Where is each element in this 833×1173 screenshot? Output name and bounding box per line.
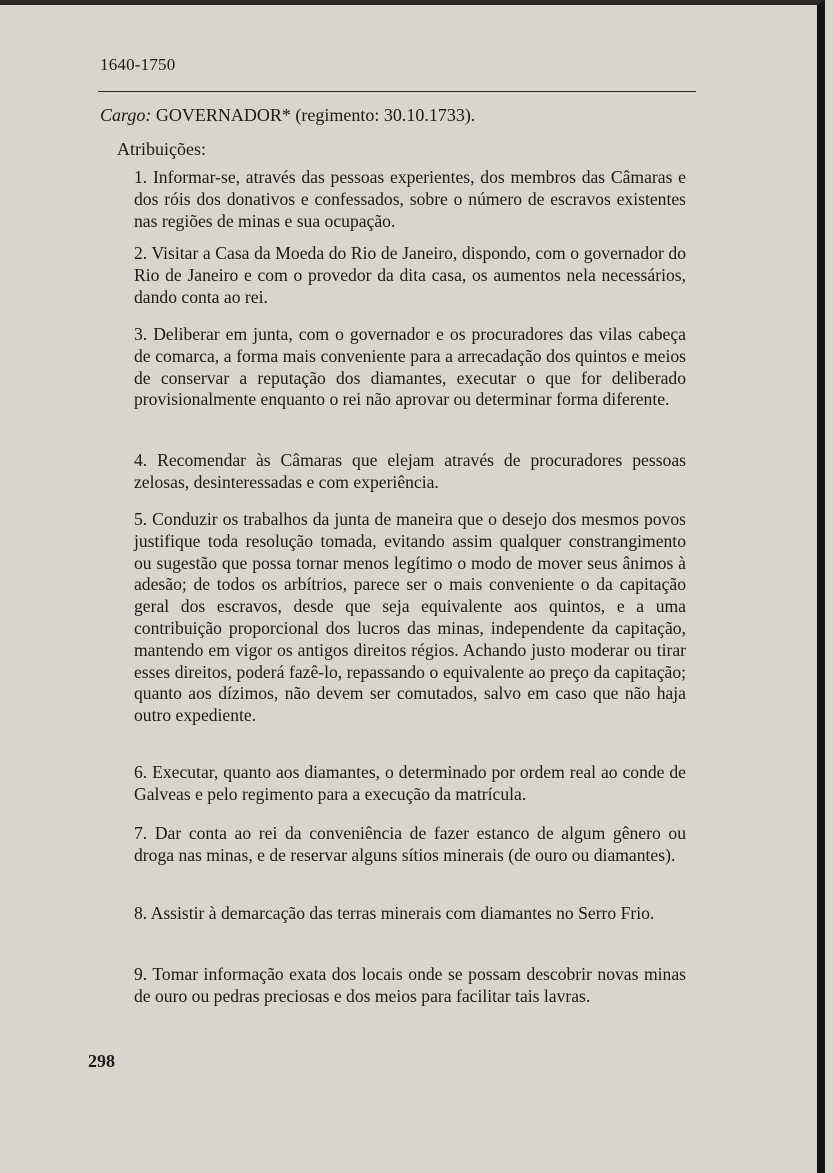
attribution-item-1: 1. Informar-se, através das pessoas experientes, dos membros das Câmaras e dos róis dos donativos e confessados, sobre o número de escravos existentes nas regiões de minas e sua ocupação. [134, 167, 686, 231]
running-head: 1640-1750 [100, 55, 176, 74]
attribution-item-6: 6. Executar, quanto aos diamantes, o determinado por ordem real ao conde de Galveas e pelo regimento para a execução da matrícula. [134, 762, 686, 804]
attributions-label: Atribuições: [117, 139, 206, 159]
attribution-item-9: 9. Tomar informação exata dos locais onde se possam descobrir novas minas de ouro ou pedras preciosas e dos meios para facilitar tais lavras. [134, 964, 686, 1006]
attribution-item-5: 5. Conduzir os trabalhos da junta de maneira que o desejo dos mesmos povos justifique toda resolução tomada, evitando assim qualquer constrangimento ou sugestão que possa tornar menos legítimo o modo de mover seus ânimos à adesão; de todos os arbítrios, parece ser o mais conveniente o da capitação geral dos escravos, desde que seja equivalente aos quintos, e a uma contribuição proporcional dos lucros das minas, independente da capitação, mantendo em vigor os antigos direitos régios. Achando justo moderar ou tirar esses direitos, poderá fazê-lo, repassando o equivalente ao preço da capitação; quanto aos dízimos, não devem ser comutados, salvo em caso que não haja outro expediente. [134, 509, 686, 726]
attribution-item-2: 2. Visitar a Casa da Moeda do Rio de Janeiro, dispondo, com o governador do Rio de Janeiro e com o provedor da dita casa, os aumentos nela necessários, dando conta ao rei. [134, 243, 686, 307]
cargo-text: GOVERNADOR* (regimento: 30.10.1733). [155, 105, 476, 125]
attribution-item-3: 3. Deliberar em junta, com o governador e os procuradores das vilas cabeça de comarca, a forma mais conveniente para a arrecadação dos quintos e meios de conservar a reputação dos diamantes, executar o que for deliberado provisionalmente enquanto o rei não aprovar ou determinar forma diferente. [134, 324, 686, 410]
attribution-item-7: 7. Dar conta ao rei da conveniência de fazer estanco de algum gênero ou droga nas minas, e de reservar alguns sítios minerais (de ouro ou diamantes). [134, 823, 686, 865]
attribution-item-4: 4. Recomendar às Câmaras que elejam através de procuradores pessoas zelosas, desinteressadas e com experiência. [134, 450, 686, 492]
header-rule [98, 91, 696, 92]
cargo-label: Cargo: [100, 105, 152, 125]
attribution-item-8: 8. Assistir à demarcação das terras minerais com diamantes no Serro Frio. [134, 903, 655, 923]
cargo-heading [100, 105, 475, 126]
page-number: 298 [88, 1051, 115, 1071]
